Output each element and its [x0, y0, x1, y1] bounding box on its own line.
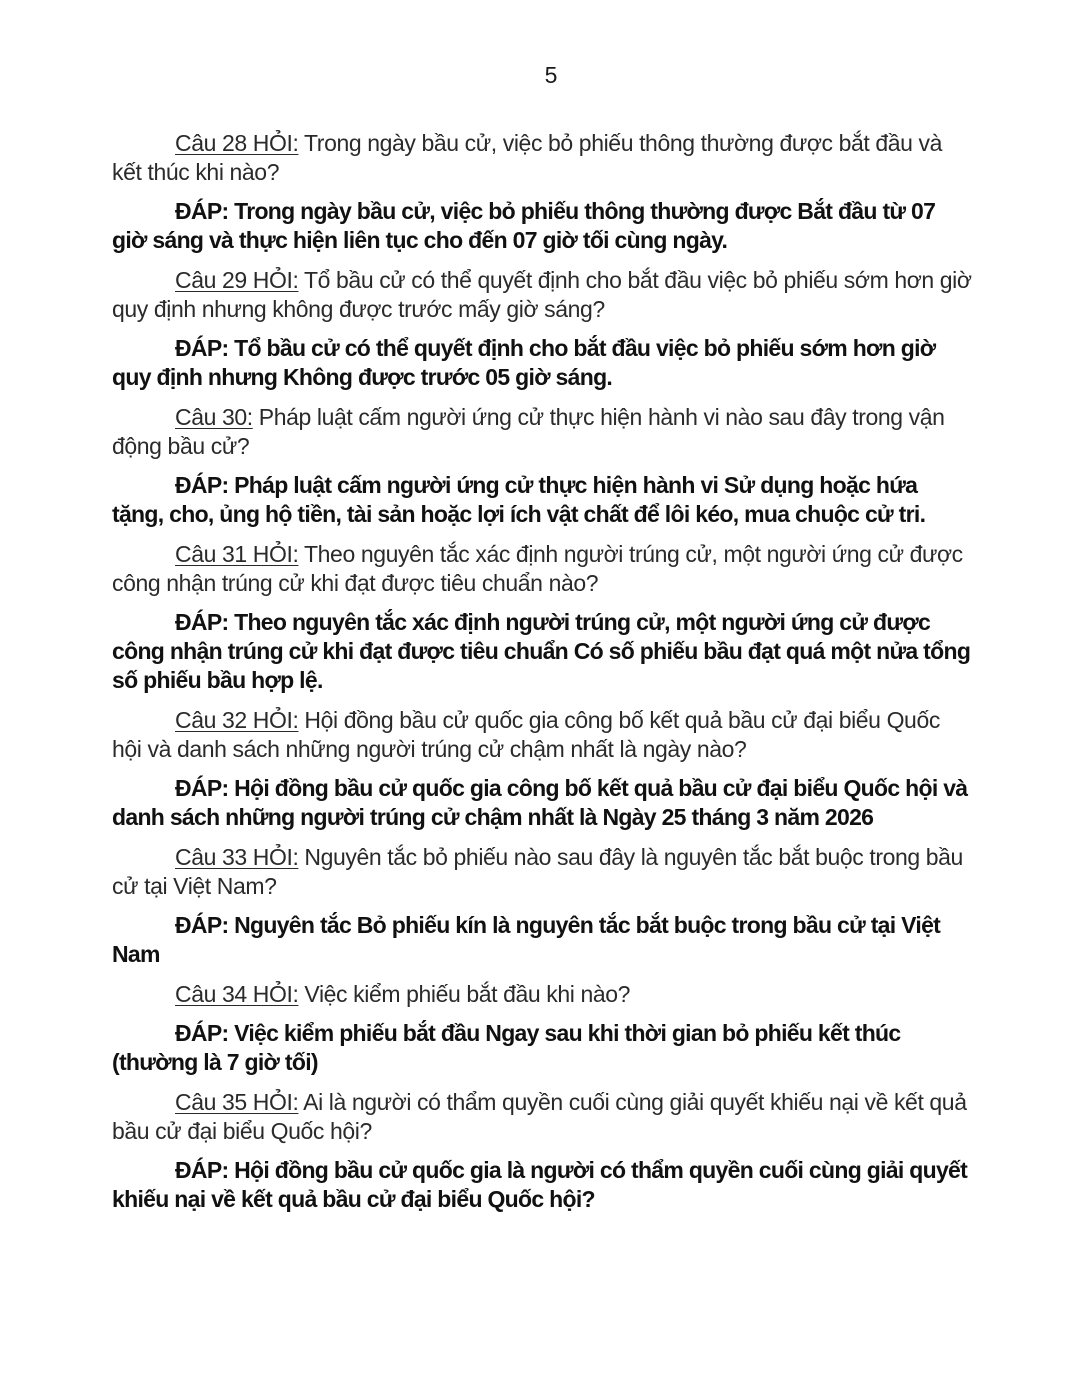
answer-29: ĐÁP: Tổ bầu cử có thể quyết định cho bắt đầu việc bỏ phiếu sớm hơn giờ quy định nhưng Không được trước 05 giờ sáng.	[112, 335, 936, 390]
question-text: Ai là người có thẩm quyền cuối cùng giải quyết khiếu nại về kết quả bầu cử đại biểu Quốc hội?	[112, 1089, 967, 1144]
question-28	[112, 129, 974, 187]
question-30	[112, 403, 974, 461]
answer-33: ĐÁP: Nguyên tắc Bỏ phiếu kín là nguyên tắc bắt buộc trong bầu cử tại Việt Nam	[112, 912, 941, 967]
page-number: 5	[544, 62, 558, 88]
question-35	[112, 1088, 974, 1146]
question-text: Theo nguyên tắc xác định người trúng cử, một người ứng cử được công nhận trúng cử khi đạt được tiêu chuẩn nào?	[112, 541, 963, 596]
question-label: Câu 29 HỎI:	[175, 267, 299, 293]
question-29	[112, 266, 974, 324]
answer-31: ĐÁP: Theo nguyên tắc xác định người trúng cử, một người ứng cử được công nhận trúng cử khi đạt được tiêu chuẩn Có số phiếu bầu đạt quá một nửa tổng số phiếu bầu hợp lệ.	[112, 609, 971, 693]
question-label: Câu 30:	[175, 404, 253, 430]
question-31	[112, 540, 974, 598]
question-label: Câu 32 HỎI:	[175, 707, 299, 733]
qa-list	[112, 129, 974, 1225]
question-text: Pháp luật cấm người ứng cử thực hiện hành vi nào sau đây trong vận động bầu cử?	[112, 404, 945, 459]
question-label: Câu 31 HỎI:	[175, 541, 299, 567]
question-text: Việc kiểm phiếu bắt đầu khi nào?	[298, 981, 631, 1007]
question-label: Câu 28 HỎI:	[175, 130, 299, 156]
question-33	[112, 843, 974, 901]
question-label: Câu 35 HỎI:	[175, 1089, 299, 1115]
answer-32: ĐÁP: Hội đồng bầu cử quốc gia công bố kết quả bầu cử đại biểu Quốc hội và danh sách những người trúng cử chậm nhất là Ngày 25 tháng 3 năm 2026	[112, 775, 968, 830]
question-text: Trong ngày bầu cử, việc bỏ phiếu thông thường được bắt đầu và kết thúc khi nào?	[112, 130, 943, 185]
question-text: Hội đồng bầu cử quốc gia công bố kết quả bầu cử đại biểu Quốc hội và danh sách những người trúng cử chậm nhất là ngày nào?	[112, 707, 940, 762]
answer-35: ĐÁP: Hội đồng bầu cử quốc gia là người có thẩm quyền cuối cùng giải quyết khiếu nại về kết quả bầu cử đại biểu Quốc hội?	[112, 1157, 968, 1212]
question-text: Tổ bầu cử có thể quyết định cho bắt đầu việc bỏ phiếu sớm hơn giờ quy định nhưng không được trước mấy giờ sáng?	[112, 267, 972, 322]
question-label: Câu 33 HỎI:	[175, 844, 299, 870]
question-32	[112, 706, 974, 764]
answer-28: ĐÁP: Trong ngày bầu cử, việc bỏ phiếu thông thường được Bắt đầu từ 07 giờ sáng và thực hiện liên tục cho đến 07 giờ tối cùng ngày.	[112, 198, 936, 253]
question-label: Câu 34 HỎI:	[175, 981, 299, 1007]
answer-34: ĐÁP: Việc kiểm phiếu bắt đầu Ngay sau khi thời gian bỏ phiếu kết thúc (thường là 7 giờ tối)	[112, 1020, 901, 1075]
question-34	[112, 980, 974, 1009]
question-text: Nguyên tắc bỏ phiếu nào sau đây là nguyên tắc bắt buộc trong bầu cử tại Việt Nam?	[112, 844, 963, 899]
answer-30: ĐÁP: Pháp luật cấm người ứng cử thực hiện hành vi Sử dụng hoặc hứa tặng, cho, ủng hộ tiền, tài sản hoặc lợi ích vật chất để lôi kéo, mua chuộc cử tri.	[112, 472, 926, 527]
